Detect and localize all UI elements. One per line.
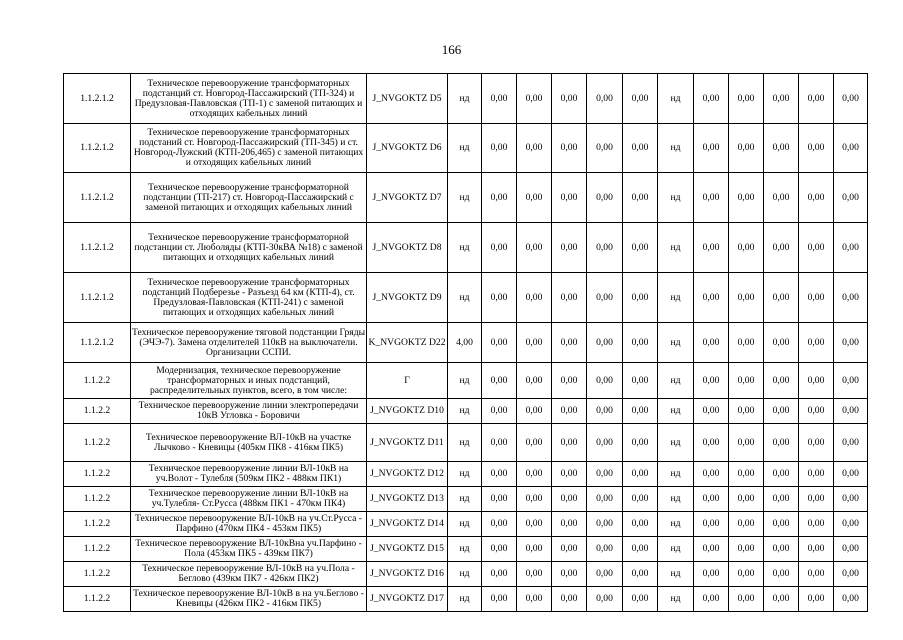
row-value-cell: 0,00 (764, 173, 799, 223)
table-row (64, 399, 868, 424)
row-code-cell: 1.1.2.2 (64, 487, 131, 512)
row-value-cell: 0,00 (587, 587, 623, 612)
row-value-cell: нд (448, 562, 482, 587)
row-value-cell: 0,00 (482, 487, 517, 512)
row-value-cell: нд (448, 173, 482, 223)
row-value-cell: 0,00 (694, 273, 729, 323)
table-row (64, 462, 868, 487)
row-value-cell: 0,00 (482, 462, 517, 487)
row-value-cell: 0,00 (694, 537, 729, 562)
row-value-cell: 0,00 (834, 223, 868, 273)
row-value-cell: 0,00 (482, 512, 517, 537)
row-id-cell: J_NVGOKTZ D12 (367, 462, 448, 487)
row-value-cell: 0,00 (764, 124, 799, 173)
row-value-cell: 0,00 (729, 323, 764, 363)
row-value-cell: 0,00 (482, 424, 517, 462)
row-value-cell: 0,00 (517, 323, 552, 363)
row-value-cell: 0,00 (623, 223, 658, 273)
row-value-cell: 0,00 (623, 537, 658, 562)
row-code-cell: 1.1.2.2 (64, 587, 131, 612)
row-value-cell: 0,00 (517, 124, 552, 173)
row-value-cell: 0,00 (834, 273, 868, 323)
row-value-cell: 0,00 (517, 487, 552, 512)
row-description-cell: Техническое перевооружение линии электропередачи 10кВ Угловка - Боровичи (131, 399, 367, 424)
row-value-cell: 0,00 (552, 537, 587, 562)
row-value-cell: 0,00 (834, 399, 868, 424)
row-value-cell: 0,00 (834, 173, 868, 223)
row-id-cell: J_NVGOKTZ D13 (367, 487, 448, 512)
row-value-cell: 0,00 (517, 562, 552, 587)
row-value-cell: 0,00 (552, 512, 587, 537)
row-value-cell: нд (448, 512, 482, 537)
row-value-cell: 0,00 (799, 512, 834, 537)
row-value-cell: 0,00 (623, 512, 658, 537)
row-id-cell: J_NVGOKTZ D9 (367, 273, 448, 323)
row-value-cell: 0,00 (834, 537, 868, 562)
row-value-cell: 0,00 (482, 562, 517, 587)
row-value-cell: 0,00 (764, 74, 799, 124)
row-value-cell: 0,00 (552, 323, 587, 363)
row-value-cell: 0,00 (517, 587, 552, 612)
row-value-cell: 0,00 (729, 363, 764, 399)
row-value-cell: 0,00 (623, 74, 658, 124)
row-value-cell: 0,00 (834, 587, 868, 612)
row-id-cell: Г (367, 363, 448, 399)
row-value-cell: 0,00 (623, 562, 658, 587)
row-value-cell: 0,00 (694, 562, 729, 587)
row-value-cell: нд (448, 537, 482, 562)
row-value-cell: 0,00 (694, 323, 729, 363)
row-value-cell: 0,00 (587, 462, 623, 487)
row-description-cell: Техническое перевооружение линии ВЛ-10кВ на уч.Волот - Тулебля (509км ПК2 - 488км ПК1) (131, 462, 367, 487)
row-value-cell: 0,00 (799, 124, 834, 173)
row-code-cell: 1.1.2.1.2 (64, 74, 131, 124)
row-value-cell: нд (658, 323, 694, 363)
row-value-cell: 0,00 (552, 173, 587, 223)
row-value-cell: 0,00 (834, 562, 868, 587)
row-value-cell: 0,00 (799, 273, 834, 323)
row-value-cell: нд (448, 587, 482, 612)
row-value-cell: 0,00 (623, 124, 658, 173)
row-value-cell: 0,00 (694, 173, 729, 223)
row-value-cell: 0,00 (799, 363, 834, 399)
row-value-cell: нд (658, 424, 694, 462)
row-value-cell: 0,00 (834, 424, 868, 462)
row-code-cell: 1.1.2.2 (64, 399, 131, 424)
row-value-cell: 0,00 (623, 363, 658, 399)
row-value-cell: 0,00 (834, 124, 868, 173)
row-value-cell: нд (448, 424, 482, 462)
row-value-cell: 0,00 (552, 562, 587, 587)
row-value-cell: нд (658, 223, 694, 273)
row-value-cell: 0,00 (694, 399, 729, 424)
row-value-cell: 0,00 (587, 363, 623, 399)
row-value-cell: 0,00 (799, 74, 834, 124)
row-value-cell: 0,00 (729, 74, 764, 124)
row-value-cell: 0,00 (694, 363, 729, 399)
row-code-cell: 1.1.2.2 (64, 424, 131, 462)
row-value-cell: 0,00 (764, 223, 799, 273)
row-value-cell: 0,00 (834, 512, 868, 537)
row-value-cell: 0,00 (799, 424, 834, 462)
row-value-cell: 0,00 (587, 487, 623, 512)
row-value-cell: 0,00 (517, 363, 552, 399)
row-id-cell: J_NVGOKTZ D16 (367, 562, 448, 587)
row-value-cell: 0,00 (694, 74, 729, 124)
row-id-cell: J_NVGOKTZ D5 (367, 74, 448, 124)
row-description-cell: Техническое перевооружение ВЛ-10кВ на участке Лычково - Кневицы (405км ПК8 - 416км ПК5) (131, 424, 367, 462)
row-value-cell: 0,00 (552, 124, 587, 173)
row-value-cell: 0,00 (552, 399, 587, 424)
row-value-cell: 0,00 (482, 537, 517, 562)
row-value-cell: 0,00 (482, 273, 517, 323)
row-value-cell: 0,00 (623, 173, 658, 223)
row-value-cell: 0,00 (799, 487, 834, 512)
row-id-cell: J_NVGOKTZ D10 (367, 399, 448, 424)
row-description-cell: Техническое перевооружение ВЛ-10кВ в на уч.Беглово - Кневицы (426км ПК2 - 416км ПК5) (131, 587, 367, 612)
table-row (64, 587, 868, 612)
row-description-cell: Техническое перевооружение ВЛ-10кВна уч.Парфино - Пола (453км ПК5 - 439км ПК7) (131, 537, 367, 562)
row-value-cell: 0,00 (552, 462, 587, 487)
row-value-cell: нд (658, 74, 694, 124)
row-value-cell: 0,00 (764, 512, 799, 537)
row-value-cell: 0,00 (623, 424, 658, 462)
row-value-cell: 0,00 (552, 223, 587, 273)
row-value-cell: 0,00 (799, 587, 834, 612)
row-description-cell: Техническое перевооружение трансформаторной подстанции ст. Люболяды (КТП-30кВА №18) с заменой питающих и отходящих кабельных линий (131, 223, 367, 273)
row-value-cell: 0,00 (729, 512, 764, 537)
row-value-cell: 0,00 (799, 173, 834, 223)
row-value-cell: 0,00 (482, 363, 517, 399)
row-value-cell: 0,00 (517, 74, 552, 124)
row-code-cell: 1.1.2.1.2 (64, 223, 131, 273)
row-value-cell: 0,00 (729, 587, 764, 612)
row-value-cell: нд (658, 462, 694, 487)
row-value-cell: 0,00 (517, 537, 552, 562)
table-body (64, 74, 868, 612)
row-value-cell: 0,00 (517, 399, 552, 424)
row-value-cell: 0,00 (517, 173, 552, 223)
row-value-cell: 0,00 (764, 562, 799, 587)
row-value-cell: нд (658, 587, 694, 612)
row-id-cell: J_NVGOKTZ D7 (367, 173, 448, 223)
table-row (64, 74, 868, 124)
row-value-cell: 0,00 (587, 562, 623, 587)
row-value-cell: 0,00 (799, 399, 834, 424)
row-value-cell: 0,00 (729, 124, 764, 173)
row-value-cell: 0,00 (764, 273, 799, 323)
row-value-cell: нд (658, 124, 694, 173)
row-value-cell: нд (658, 562, 694, 587)
row-value-cell: 0,00 (552, 587, 587, 612)
row-code-cell: 1.1.2.2 (64, 512, 131, 537)
row-value-cell: нд (658, 173, 694, 223)
row-description-cell: Техническое перевооружение тяговой подстанции Гряды (ЭЧЭ-7). Замена отделителей 110кВ на выключатели. Организации ССПИ. (131, 323, 367, 363)
row-value-cell: 0,00 (729, 399, 764, 424)
row-id-cell: J_NVGOKTZ D11 (367, 424, 448, 462)
row-value-cell: 0,00 (482, 323, 517, 363)
row-value-cell: 0,00 (623, 399, 658, 424)
row-value-cell: 0,00 (694, 587, 729, 612)
row-value-cell: 0,00 (694, 512, 729, 537)
row-value-cell: нд (658, 487, 694, 512)
row-value-cell: нд (448, 399, 482, 424)
row-value-cell: 0,00 (694, 424, 729, 462)
row-value-cell: 0,00 (587, 399, 623, 424)
row-value-cell: 0,00 (623, 487, 658, 512)
table-row (64, 273, 868, 323)
row-id-cell: J_NVGOKTZ D14 (367, 512, 448, 537)
table-row (64, 424, 868, 462)
table-row (64, 173, 868, 223)
row-id-cell: K_NVGOKTZ D22 (367, 323, 448, 363)
row-value-cell: 0,00 (729, 173, 764, 223)
row-value-cell: 0,00 (799, 562, 834, 587)
row-description-cell: Техническое перевооружение трансформаторных подстанций ст. Новгород-Пассажирский (ТП-324) и Предузловая-Павловская (ТП-1) с заменой питающих и отходящих кабельных линий (131, 74, 367, 124)
table-row (64, 363, 868, 399)
row-value-cell: 0,00 (729, 424, 764, 462)
row-value-cell: 0,00 (587, 323, 623, 363)
row-value-cell: нд (448, 273, 482, 323)
row-value-cell: 0,00 (729, 462, 764, 487)
row-value-cell: 0,00 (552, 487, 587, 512)
row-value-cell: 0,00 (623, 323, 658, 363)
page-number: 166 (441, 42, 462, 57)
row-value-cell: 0,00 (587, 537, 623, 562)
row-value-cell: 0,00 (729, 537, 764, 562)
row-value-cell: 0,00 (834, 363, 868, 399)
row-value-cell: 0,00 (587, 223, 623, 273)
row-description-cell: Техническое перевооружение ВЛ-10кВ на уч.Ст.Русса - Парфино (470км ПК4 - 453км ПК5) (131, 512, 367, 537)
row-value-cell: 0,00 (799, 462, 834, 487)
row-value-cell: 0,00 (482, 74, 517, 124)
investment-table (63, 73, 868, 612)
row-value-cell: 0,00 (834, 323, 868, 363)
row-value-cell: 0,00 (834, 74, 868, 124)
row-description-cell: Техническое перевооружение трансформаторных подстанций Подберезье - Разъезд 64 км (КТП-4), ст. Предузловая-Павловская (КТП-241) с заменой питающих и отходящих кабельных линий (131, 273, 367, 323)
row-code-cell: 1.1.2.1.2 (64, 124, 131, 173)
row-value-cell: 0,00 (623, 462, 658, 487)
row-value-cell: 0,00 (623, 273, 658, 323)
row-value-cell: 0,00 (764, 587, 799, 612)
row-value-cell: 0,00 (764, 399, 799, 424)
row-value-cell: 0,00 (482, 587, 517, 612)
row-description-cell: Техническое перевооружение трансформаторной подстанции (ТП-217) ст. Новгород-Пассажирский с заменой питающих и отходящих кабельных линий (131, 173, 367, 223)
row-value-cell: нд (658, 512, 694, 537)
table-row (64, 562, 868, 587)
row-value-cell: нд (448, 223, 482, 273)
row-value-cell: 0,00 (729, 273, 764, 323)
row-value-cell: 0,00 (694, 487, 729, 512)
row-value-cell: нд (658, 399, 694, 424)
row-value-cell: нд (448, 487, 482, 512)
row-value-cell: 4,00 (448, 323, 482, 363)
row-value-cell: 0,00 (517, 424, 552, 462)
row-code-cell: 1.1.2.1.2 (64, 273, 131, 323)
row-value-cell: 0,00 (799, 323, 834, 363)
row-value-cell: 0,00 (587, 512, 623, 537)
row-value-cell: 0,00 (799, 223, 834, 273)
row-value-cell: 0,00 (834, 462, 868, 487)
table-row (64, 124, 868, 173)
row-value-cell: 0,00 (694, 462, 729, 487)
row-value-cell: нд (658, 273, 694, 323)
row-value-cell: 0,00 (694, 223, 729, 273)
row-value-cell: 0,00 (729, 223, 764, 273)
row-description-cell: Техническое перевооружение линии ВЛ-10кВ на уч.Тулебля- Ст.Русса (488км ПК1 - 470км ПК4) (131, 487, 367, 512)
row-value-cell: 0,00 (764, 424, 799, 462)
row-description-cell: Техническое перевооружение трансформаторных подстаний ст. Новгород-Пассажирский (ТП-345) и ст. Новгород-Лужский (КТП-206,465) с заменой питающих и отходящих кабельных линий (131, 124, 367, 173)
row-value-cell: нд (448, 363, 482, 399)
row-value-cell: 0,00 (587, 273, 623, 323)
row-id-cell: J_NVGOKTZ D15 (367, 537, 448, 562)
row-id-cell: J_NVGOKTZ D6 (367, 124, 448, 173)
row-value-cell: нд (658, 537, 694, 562)
row-code-cell: 1.1.2.2 (64, 562, 131, 587)
row-value-cell: 0,00 (587, 173, 623, 223)
row-value-cell: нд (448, 124, 482, 173)
table-row (64, 223, 868, 273)
row-value-cell: 0,00 (764, 323, 799, 363)
table-row (64, 487, 868, 512)
row-value-cell: 0,00 (517, 223, 552, 273)
row-value-cell: 0,00 (482, 124, 517, 173)
row-value-cell: 0,00 (623, 587, 658, 612)
row-value-cell: 0,00 (482, 173, 517, 223)
table-row (64, 323, 868, 363)
row-value-cell: 0,00 (764, 363, 799, 399)
row-value-cell: нд (658, 363, 694, 399)
row-description-cell: Техническое перевооружение ВЛ-10кВ на уч.Пола - Беглово (439км ПК7 - 426км ПК2) (131, 562, 367, 587)
row-value-cell: 0,00 (834, 487, 868, 512)
row-value-cell: 0,00 (517, 462, 552, 487)
row-code-cell: 1.1.2.1.2 (64, 173, 131, 223)
row-value-cell: 0,00 (729, 487, 764, 512)
table-row (64, 512, 868, 537)
row-value-cell: 0,00 (764, 462, 799, 487)
row-code-cell: 1.1.2.2 (64, 537, 131, 562)
row-value-cell: 0,00 (552, 363, 587, 399)
row-value-cell: 0,00 (517, 512, 552, 537)
row-id-cell: J_NVGOKTZ D17 (367, 587, 448, 612)
row-value-cell: 0,00 (764, 537, 799, 562)
row-value-cell: 0,00 (552, 424, 587, 462)
row-value-cell: 0,00 (799, 537, 834, 562)
row-value-cell: 0,00 (517, 273, 552, 323)
row-id-cell: J_NVGOKTZ D8 (367, 223, 448, 273)
row-description-cell: Модернизация, техническое перевооружение трансформаторных и иных подстанций, распределительных пунктов, всего, в том числе: (131, 363, 367, 399)
row-value-cell: нд (448, 74, 482, 124)
row-value-cell: 0,00 (587, 124, 623, 173)
row-value-cell: 0,00 (482, 223, 517, 273)
row-value-cell: 0,00 (587, 74, 623, 124)
row-value-cell: 0,00 (694, 124, 729, 173)
table-row (64, 537, 868, 562)
row-value-cell: 0,00 (764, 487, 799, 512)
row-value-cell: 0,00 (482, 399, 517, 424)
row-value-cell: 0,00 (552, 74, 587, 124)
row-code-cell: 1.1.2.2 (64, 462, 131, 487)
row-code-cell: 1.1.2.1.2 (64, 323, 131, 363)
row-code-cell: 1.1.2.2 (64, 363, 131, 399)
row-value-cell: нд (448, 462, 482, 487)
row-value-cell: 0,00 (729, 562, 764, 587)
row-value-cell: 0,00 (552, 273, 587, 323)
row-value-cell: 0,00 (587, 424, 623, 462)
